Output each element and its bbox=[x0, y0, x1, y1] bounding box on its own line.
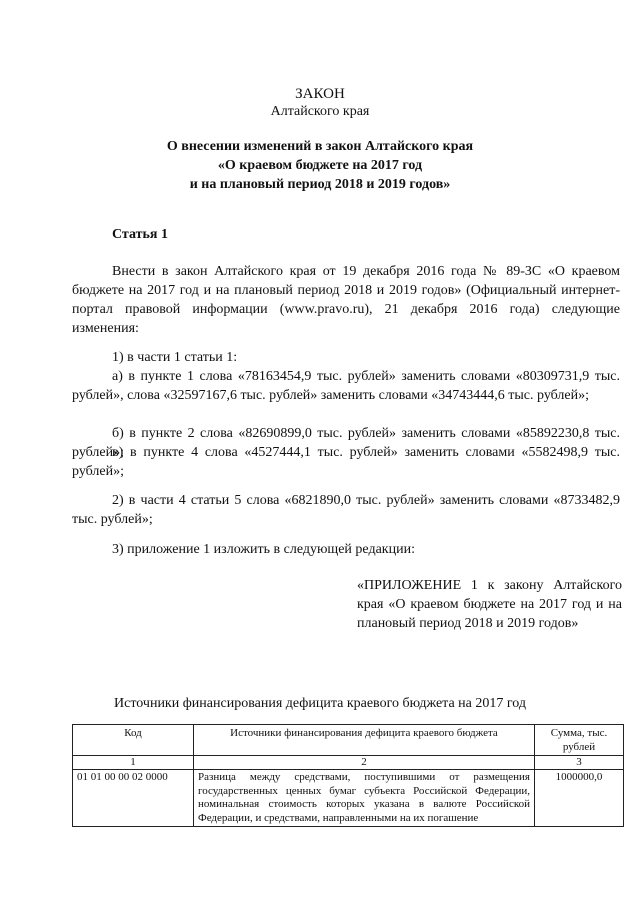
intro-paragraph bbox=[72, 262, 620, 338]
doc-region: Алтайского края bbox=[270, 104, 370, 119]
col-number-1: 1 bbox=[73, 756, 194, 770]
title-line-2: «О краевом бюджете на 2017 год bbox=[217, 158, 423, 173]
financing-table bbox=[72, 724, 624, 827]
intro-text: Внести в закон Алтайского края от 19 декабря 2016 года № 89-ЗС «О краевом бюджете на 2017 год и на плановый период 2018 и 2019 годов» (Официальный интернет-портал правовой информации (www.pravo.ru), 21 декабря 2016 года) следующие изменения: bbox=[72, 264, 620, 336]
item-3-text: 3) приложение 1 изложить в следующей редакции: bbox=[112, 542, 415, 557]
doc-type: ЗАКОН bbox=[295, 86, 345, 102]
item-1 bbox=[72, 348, 620, 367]
row-code: 01 01 00 00 02 0000 bbox=[73, 770, 194, 827]
header-code: Код bbox=[73, 725, 194, 756]
table-number-row bbox=[73, 756, 624, 770]
header-amount: Сумма, тыс. рублей bbox=[535, 725, 624, 756]
item-1b-text: б) в пункте 2 слова «82690899,0 тыс. рублей» заменить словами «85892230,8 тыс. рублей»; bbox=[72, 426, 620, 460]
col-number-3: 3 bbox=[535, 756, 624, 770]
row-description: Разница между средствами, поступившими от размещения государственных ценных бумаг субъекта Российской Федерации, номинальная стоимость которых указана в валюте Российской Федерации, и средствами, направленными на их погашение bbox=[194, 770, 535, 827]
item-2 bbox=[72, 491, 620, 529]
item-1c-text: в) в пункте 4 слова «4527444,1 тыс. рублей» заменить словами «5582498,9 тыс. рублей»; bbox=[72, 445, 620, 479]
item-1c bbox=[72, 443, 620, 481]
item-3 bbox=[72, 540, 620, 559]
article-heading: Статья 1 bbox=[112, 227, 168, 242]
table-header-row bbox=[73, 725, 624, 756]
title-line-1: О внесении изменений в закон Алтайского края bbox=[166, 139, 474, 154]
item-1a-text: а) в пункте 1 слова «78163454,9 тыс. рублей» заменить словами «80309731,9 тыс. рублей», слова «32597167,6 тыс. рублей» заменить словами «34743444,6 тыс. рублей»; bbox=[72, 369, 620, 403]
row-amount: 1000000,0 bbox=[535, 770, 624, 827]
appendix-reference: «ПРИЛОЖЕНИЕ 1 к закону Алтайского края «О краевом бюджете на 2017 год и на плановый период 2018 и 2019 годов» bbox=[357, 578, 622, 631]
table-row bbox=[73, 770, 624, 827]
header-sources: Источники финансирования дефицита краевого бюджета bbox=[194, 725, 535, 756]
col-number-2: 2 bbox=[194, 756, 535, 770]
title-line-3: и на плановый период 2018 и 2019 годов» bbox=[189, 177, 451, 192]
item-1a bbox=[72, 367, 620, 405]
item-1-text: 1) в части 1 статьи 1: bbox=[112, 350, 238, 365]
table-title: Источники финансирования дефицита краевого бюджета на 2017 год bbox=[114, 696, 526, 711]
item-2-text: 2) в части 4 статьи 5 слова «6821890,0 тыс. рублей» заменить словами «8733482,9 тыс. рублей»; bbox=[72, 493, 620, 527]
